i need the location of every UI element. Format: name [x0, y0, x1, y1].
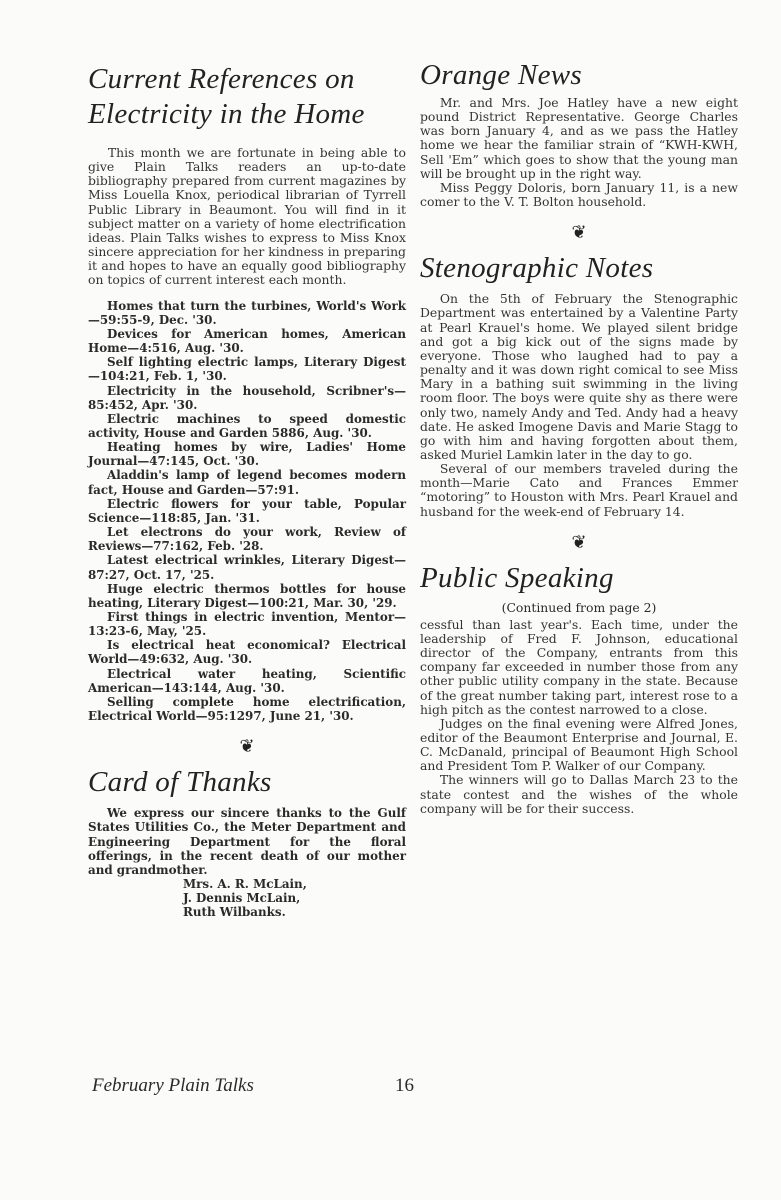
- ornament-icon: ❦: [571, 531, 587, 553]
- page-footer: [92, 1075, 414, 1097]
- public-speaking-paragraph: The winners will go to Dallas March 23 to the state contest and the wishes of the whole company will be for their success.: [420, 772, 738, 816]
- page-number: 16: [395, 1075, 414, 1096]
- continued-note: (Continued from page 2): [501, 599, 657, 615]
- bibliography-list: [88, 299, 406, 724]
- orange-news-heading: Orange News: [420, 59, 582, 91]
- bibliography-entry: Heating homes by wire, Ladies' Home Journal—47:145, Oct. '30.: [88, 440, 406, 469]
- bibliography-entry: Devices for American homes, American Home—4:516, Aug. '30.: [88, 326, 406, 356]
- steno-notes-paragraph: Several of our members traveled during the month—Marie Cato and Frances Emmer “motoring” to Houston with Mrs. Pearl Krauel and husband for the week-end of February 14.: [420, 461, 738, 519]
- left-column: [88, 62, 406, 920]
- public-speaking-paragraph: Judges on the final evening were Alfred Jones, editor of the Beaumont Enterprise and Journal, E. C. McDanald, principal of Beaumont High School and President Tom P. Walker of our Company.: [420, 715, 738, 774]
- bibliography-entry: Electrical water heating, Scientific American—143:144, Aug. '30.: [88, 666, 406, 695]
- public-speaking-heading: Public Speaking: [420, 561, 614, 594]
- references-heading-line1: Current References on: [88, 63, 355, 95]
- right-column: [420, 58, 738, 816]
- bibliography-entry: Aladdin's lamp of legend becomes modern fact, House and Garden—57:91.: [88, 468, 406, 497]
- bibliography-entry: Is electrical heat economical? Electrical World—49:632, Aug. '30.: [88, 638, 406, 667]
- signature: J. Dennis McLain,: [183, 891, 301, 906]
- steno-notes-paragraph: On the 5th of February the Stenographic Department was entertained by a Valentine Party at Pearl Krauel's home. We played silent bridge and got a big kick out of the signs made by everyone. Those who laughed had to pay a penalty and it was down right comical to see Miss Mary in a bathing suit swimming in the living room floor. The boys were quite shy as there were only two, namely Andy and Ted. Andy had a heavy date. He asked Imogene Davis and Marie Stagg to go with him and having forgotten about them, asked Muriel Lamkin later in the day to go.: [420, 291, 738, 462]
- bibliography-entry: Self lighting electric lamps, Literary Digest—104:21, Feb. 1, '30.: [88, 355, 406, 384]
- references-heading-line2: Electricity in the Home: [88, 98, 365, 130]
- ornament-icon: ❦: [571, 222, 587, 244]
- bibliography-entry: Homes that turn the turbines, World's Work—59:55-9, Dec. '30.: [88, 298, 406, 327]
- bibliography-entry: Electric flowers for your table, Popular Science—118:85, Jan. '31.: [88, 496, 406, 525]
- footer-title: February Plain Talks: [92, 1075, 254, 1096]
- bibliography-entry: Let electrons do your work, Review of Reviews—77:162, Feb. '28.: [88, 525, 406, 554]
- bibliography-entry: Latest electrical wrinkles, Literary Digest—87:27, Oct. 17, '25.: [88, 553, 406, 582]
- thanks-heading: Card of Thanks: [88, 766, 272, 799]
- signature: Mrs. A. R. McLain,: [183, 877, 307, 892]
- ornament-icon: ❦: [239, 736, 255, 758]
- bibliography-entry: Huge electric thermos bottles for house heating, Literary Digest—100:21, Mar. 30, '29.: [88, 581, 406, 610]
- bibliography-entry: Selling complete home electrification, Electrical World—95:1297, June 21, '30.: [88, 694, 406, 724]
- signature: Ruth Wilbanks.: [183, 905, 286, 920]
- orange-news-paragraph: Mr. and Mrs. Joe Hatley have a new eight pound District Representative. George Charles was born January 4, and as we pass the Hatley home we hear the familiar strain of “KWH-KWH, Sell 'Em” which goes to show that the young man will be brought up in the right way.: [420, 95, 738, 181]
- bibliography-entry: Electric machines to speed domestic activity, House and Garden 5886, Aug. '30.: [88, 411, 406, 440]
- orange-news-paragraph: Miss Peggy Doloris, born January 11, is a new comer to the V. T. Bolton household.: [420, 179, 738, 210]
- bibliography-entry: First things in electric invention, Mentor—13:23-6, May, '25.: [88, 610, 406, 639]
- steno-notes-heading: Stenographic Notes: [420, 252, 654, 285]
- public-speaking-paragraph: cessful than last year's. Each time, under the leadership of Fred F. Johnson, educational director of the Company, entrants from this company far exceeded in number those from any other public utility company in the state. Because of the great number taking part, interest rose to a high pitch as the contest narrowed to a close.: [420, 616, 738, 717]
- bibliography-entry: Electricity in the household, Scribner's—85:452, Apr. '30.: [88, 383, 406, 412]
- references-intro: This month we are fortunate in being able to give Plain Talks readers an up-to-date bibliography prepared from current magazines by Miss Louella Knox, periodical librarian of Tyrrell Public Library in Beaumont. You will find in it subject matter on a variety of home electrification ideas. Plain Talks wishes to express to Miss Knox sincere appreciation for her kindness in preparing it and hopes to have an equally good bibliography on topics of current interest each month.: [88, 145, 406, 288]
- thanks-text: We express our sincere thanks to the Gulf States Utilities Co., the Meter Department and Engineering Department for the floral offerings, in the recent death of our mother and grandmother.: [88, 806, 406, 877]
